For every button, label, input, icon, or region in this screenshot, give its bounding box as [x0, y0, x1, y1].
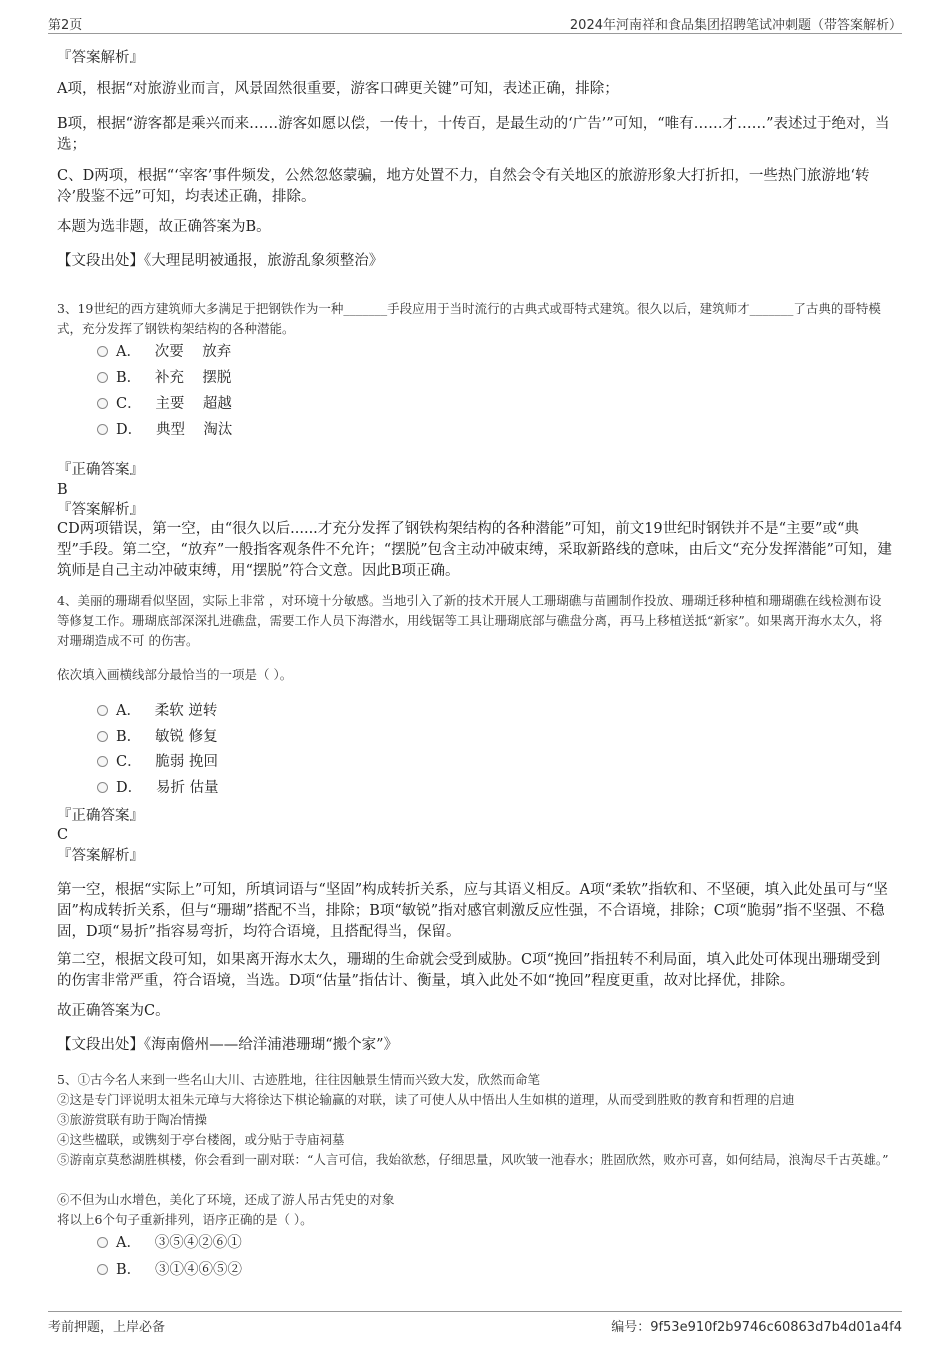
q4-answer: C: [57, 827, 69, 843]
q2-analysis-p4: 本题为选非题，故正确答案为B。: [57, 219, 271, 235]
radio-icon[interactable]: [97, 756, 108, 767]
q3-option-d[interactable]: D． 典型 淘汰: [97, 420, 232, 440]
q5-line-2: ②这是专门评说明太祖朱元璋与大将徐达下棋论输赢的对联，读了可使人从中悟出人生如棋的道理，从而受到胜败的教育和哲理的启迪: [57, 1092, 795, 1107]
q4-analysis-p2: 第二空，根据文段可知，如果离开海水太久，珊瑚的生命就会受到威胁。C项“挽回”指扭转不利局面，填入此处可体现出珊瑚受到的伤害非常严重，符合语境，当选。D项“估量”指估计、衡量，填入此处不如“挽回”程度更重，故对比择优，排除。: [57, 952, 881, 989]
q2-source: 【文段出处】《大理昆明被通报，旅游乱象须整治》: [57, 253, 384, 269]
q5-line-6: ⑥不但为山水增色，美化了环境，还成了游人吊古凭史的对象: [57, 1192, 395, 1207]
q5-line-1: 5、①古今名人来到一些名山大川、古迹胜地，往往因触景生情而兴致大发，欣然而命笔: [57, 1072, 540, 1087]
q5-option-b[interactable]: B． ③①④⑥⑤②: [97, 1260, 242, 1280]
q5-line-7: 将以上6个句子重新排列，语序正确的是（ ）。: [57, 1212, 313, 1227]
q5-line-3: ③旅游赏联有助于陶冶情操: [57, 1112, 208, 1127]
q2-analysis-p2: B项，根据“游客都是乘兴而来……游客如愿以偿，一传十，十传百，是最生动的‘广告’”可知，“唯有……才……”表述过于绝对，当选；: [57, 116, 890, 153]
q3-stem: 3、19世纪的西方建筑师大多满足于把钢铁作为一种_______手段应用于当时流行的古典式或哥特式建筑。很久以后，建筑师才_______了古典的哥特模式，充分发挥了钢铁构架结构的各种潜能。: [57, 301, 881, 336]
radio-icon[interactable]: [97, 424, 108, 435]
radio-icon[interactable]: [97, 346, 108, 357]
document-title: 2024年河南祥和食品集团招聘笔试冲刺题（带答案解析）: [569, 18, 902, 33]
q3-option-b[interactable]: B． 补充 摆脱: [97, 368, 231, 388]
q4-analysis-p3: 故正确答案为C。: [57, 1003, 170, 1019]
q4-source: 【文段出处】《海南儋州——给洋浦港珊瑚“搬个家”》: [57, 1037, 399, 1053]
q3-option-a[interactable]: A． 次要 放弃: [97, 342, 231, 362]
q4-option-a[interactable]: A． 柔软 逆转: [97, 701, 217, 721]
q2-analysis-p3: C、D两项，根据“‘宰客’事件频发，公然忽悠蒙骗，地方处置不力，自然会令有关地区的旅游形象大打折扣，一些热门旅游地‘转冷’殷鉴不远”可知，均表述正确，排除。: [57, 168, 870, 205]
page-number: 第2页: [48, 18, 83, 33]
q2-analysis-label: 『答案解析』: [57, 50, 144, 66]
q4-answer-label: 『正确答案』: [57, 808, 144, 824]
q4-prompt: 依次填入画横线部分最恰当的一项是（ ）。: [57, 667, 293, 682]
radio-icon[interactable]: [97, 782, 108, 793]
q3-analysis-label: 『答案解析』: [57, 502, 144, 518]
footer-divider: [48, 1311, 902, 1312]
header-divider: [48, 33, 902, 34]
q5-option-a[interactable]: A． ③⑤④②⑥①: [97, 1233, 242, 1253]
q5-line-4: ④这些楹联，或镌刻于亭台楼阁，或分贴于寺庙祠墓: [57, 1132, 345, 1147]
radio-icon[interactable]: [97, 1237, 108, 1248]
radio-icon[interactable]: [97, 1264, 108, 1275]
radio-icon[interactable]: [97, 731, 108, 742]
document-id: 编号：9f53e910f2b9746c60863d7b4d01a4f4: [611, 1320, 902, 1335]
q5-line-5: ⑤游南京莫愁湖胜棋楼，你会看到一副对联：“人言可信，我始欲愁，仔细思量，风吹皱一池春水；胜固欣然，败亦可喜，如何结局，浪淘尽千古英雄。”: [57, 1152, 889, 1167]
q4-option-c[interactable]: C． 脆弱 挽回: [97, 752, 218, 772]
q4-analysis-p1: 第一空，根据“实际上”可知，所填词语与“坚固”构成转折关系，应与其语义相反。A项“柔软”指软和、不坚硬，填入此处虽可与“坚固”构成转折关系，但与“珊瑚”搭配不当，排除；B项“敏锐”指对感官刺激反应性强，不合语境，排除；C项“脆弱”指不坚强、不稳固，D项“易折”指容易弯折，均符合语境，且搭配得当，保留。: [57, 882, 888, 940]
page-header: [48, 14, 902, 32]
q3-analysis: CD两项错误，第一空，由“很久以后......才充分发挥了钢铁构架结构的各种潜能”可知，前文19世纪时钢铁并不是“主要”或“典型”手段。第二空，“放弃”一般指客观条件不允许；“摆脱”包含主动冲破束缚，采取新路线的意味，由后文“充分发挥潜能”可知，建筑师是自己主动冲破束缚，用“摆脱”符合文意。因此B项正确。: [57, 521, 892, 579]
q4-stem: 4、美丽的珊瑚看似坚固，实际上非常 ，对环境十分敏感。当地引入了新的技术开展人工珊瑚礁与苗圃制作投放、珊瑚迁移种植和珊瑚礁在线检测布设等修复工作。珊瑚底部深深扎进礁盘，需要工作人员下海潜水，用线锯等工具让珊瑚底部与礁盘分离，再马上移植送抵“新家”。如果离开海水太久，将对珊瑚造成不可 的伤害。: [57, 593, 883, 648]
q3-answer-label: 『正确答案』: [57, 462, 144, 478]
q4-option-b[interactable]: B． 敏锐 修复: [97, 727, 218, 747]
q3-option-c[interactable]: C． 主要 超越: [97, 394, 232, 414]
radio-icon[interactable]: [97, 705, 108, 716]
q4-analysis-label: 『答案解析』: [57, 848, 144, 864]
q2-analysis-p1: A项，根据“对旅游业而言，风景固然很重要，游客口碑更关键”可知，表述正确，排除；: [57, 81, 619, 97]
q4-option-d[interactable]: D． 易折 估量: [97, 778, 219, 798]
q3-answer: B: [57, 482, 68, 498]
radio-icon[interactable]: [97, 398, 108, 409]
radio-icon[interactable]: [97, 372, 108, 383]
footer-slogan: 考前押题，上岸必备: [48, 1320, 166, 1335]
